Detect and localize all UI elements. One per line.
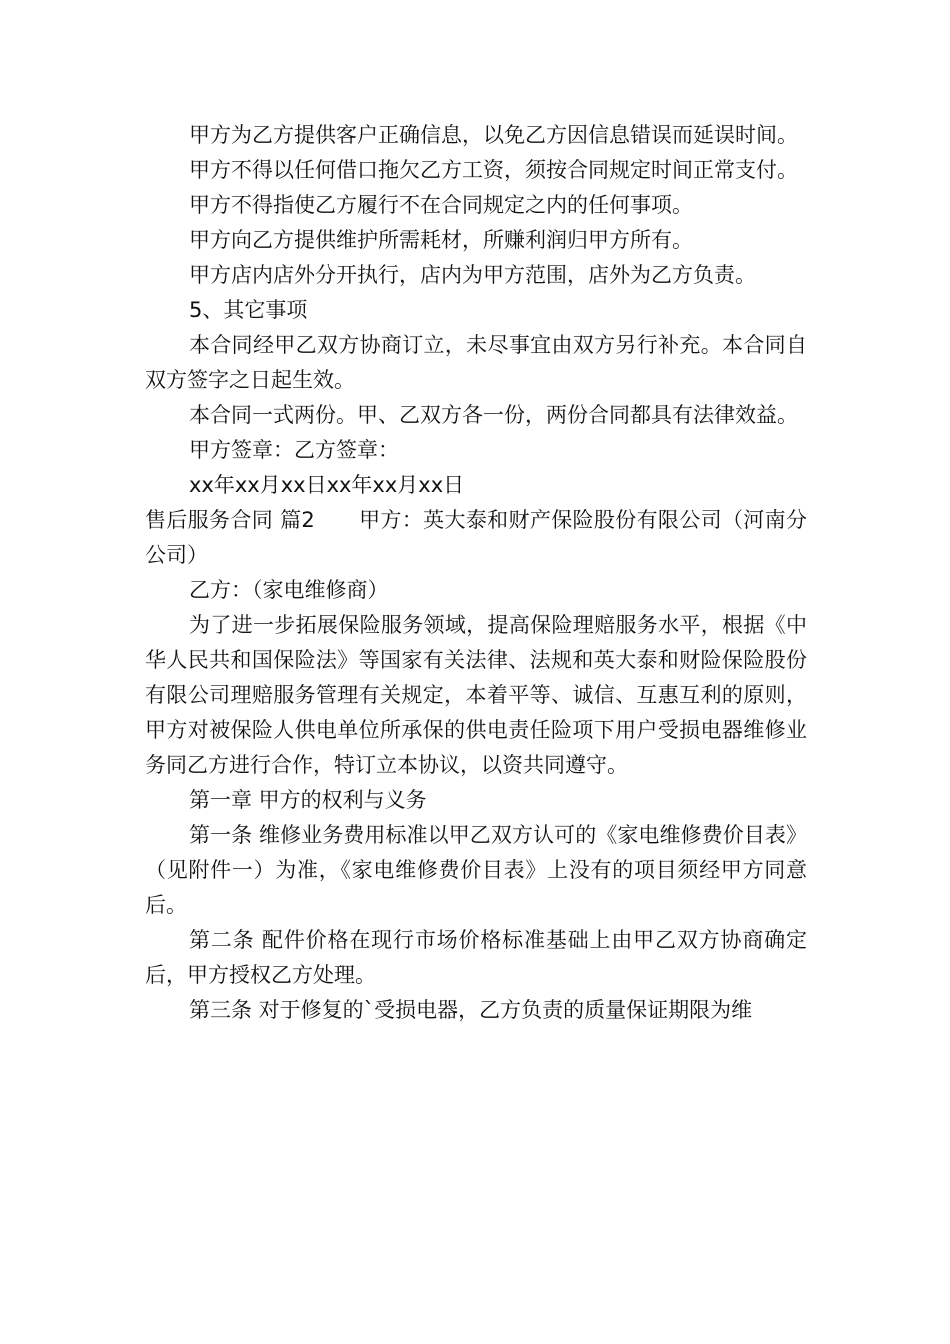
paragraph: 甲方店内店外分开执行，店内为甲方范围，店外为乙方负责。 bbox=[189, 263, 756, 287]
signature-line: 甲方签章：乙方签章： bbox=[189, 438, 399, 462]
party-a: 甲方：英大泰和财产保险股份有限公司（河南分公司） bbox=[145, 508, 807, 567]
date-line: xx年xx月xx日xx年xx月xx日 bbox=[189, 473, 465, 497]
contract-title: 售后服务合同 篇2 bbox=[145, 508, 315, 532]
article: 第二条 配件价格在现行市场价格标准基础上由甲乙双方协商确定后，甲方授权乙方处理。 bbox=[145, 928, 807, 987]
paragraph: 甲方不得以任何借口拖欠乙方工资，须按合同规定时间正常支付。 bbox=[189, 158, 798, 182]
paragraph: 甲方为乙方提供客户正确信息，以免乙方因信息错误而延误时间。 bbox=[189, 123, 798, 147]
paragraph: 本合同一式两份。甲、乙双方各一份，两份合同都具有法律效益。 bbox=[189, 403, 798, 427]
paragraph: 甲方不得指使乙方履行不在合同规定之内的任何事项。 bbox=[189, 193, 693, 217]
section-heading: 5、其它事项 bbox=[189, 298, 308, 322]
document-page bbox=[145, 118, 807, 1028]
paragraph: 为了进一步拓展保险服务领域，提高保险理赔服务水平，根据《中华人民共和国保险法》等国家有关法律、法规和英大泰和财险保险股份有限公司理赔服务管理有关规定，本着平等、诚信、互惠互利的原则，甲方对被保险人供电单位所承保的供电责任险项下用户受损电器维修业务同乙方进行合作，特订立本协议，以资共同遵守。 bbox=[145, 613, 807, 777]
contract-heading bbox=[145, 503, 807, 573]
chapter-heading: 第一章 甲方的权利与义务 bbox=[189, 788, 427, 812]
party-b: 乙方：（家电维修商） bbox=[189, 578, 389, 602]
paragraph: 甲方向乙方提供维护所需耗材，所赚利润归甲方所有。 bbox=[189, 228, 693, 252]
paragraph: 本合同经甲乙双方协商订立，未尽事宜由双方另行补充。本合同自双方签字之日起生效。 bbox=[145, 333, 807, 392]
article: 第三条 对于修复的`受损电器，乙方负责的质量保证期限为维 bbox=[189, 998, 753, 1022]
article: 第一条 维修业务费用标准以甲乙双方认可的《家电维修费价目表》（见附件一）为准，《家电维修费价目表》上没有的项目须经甲方同意后。 bbox=[145, 823, 807, 917]
